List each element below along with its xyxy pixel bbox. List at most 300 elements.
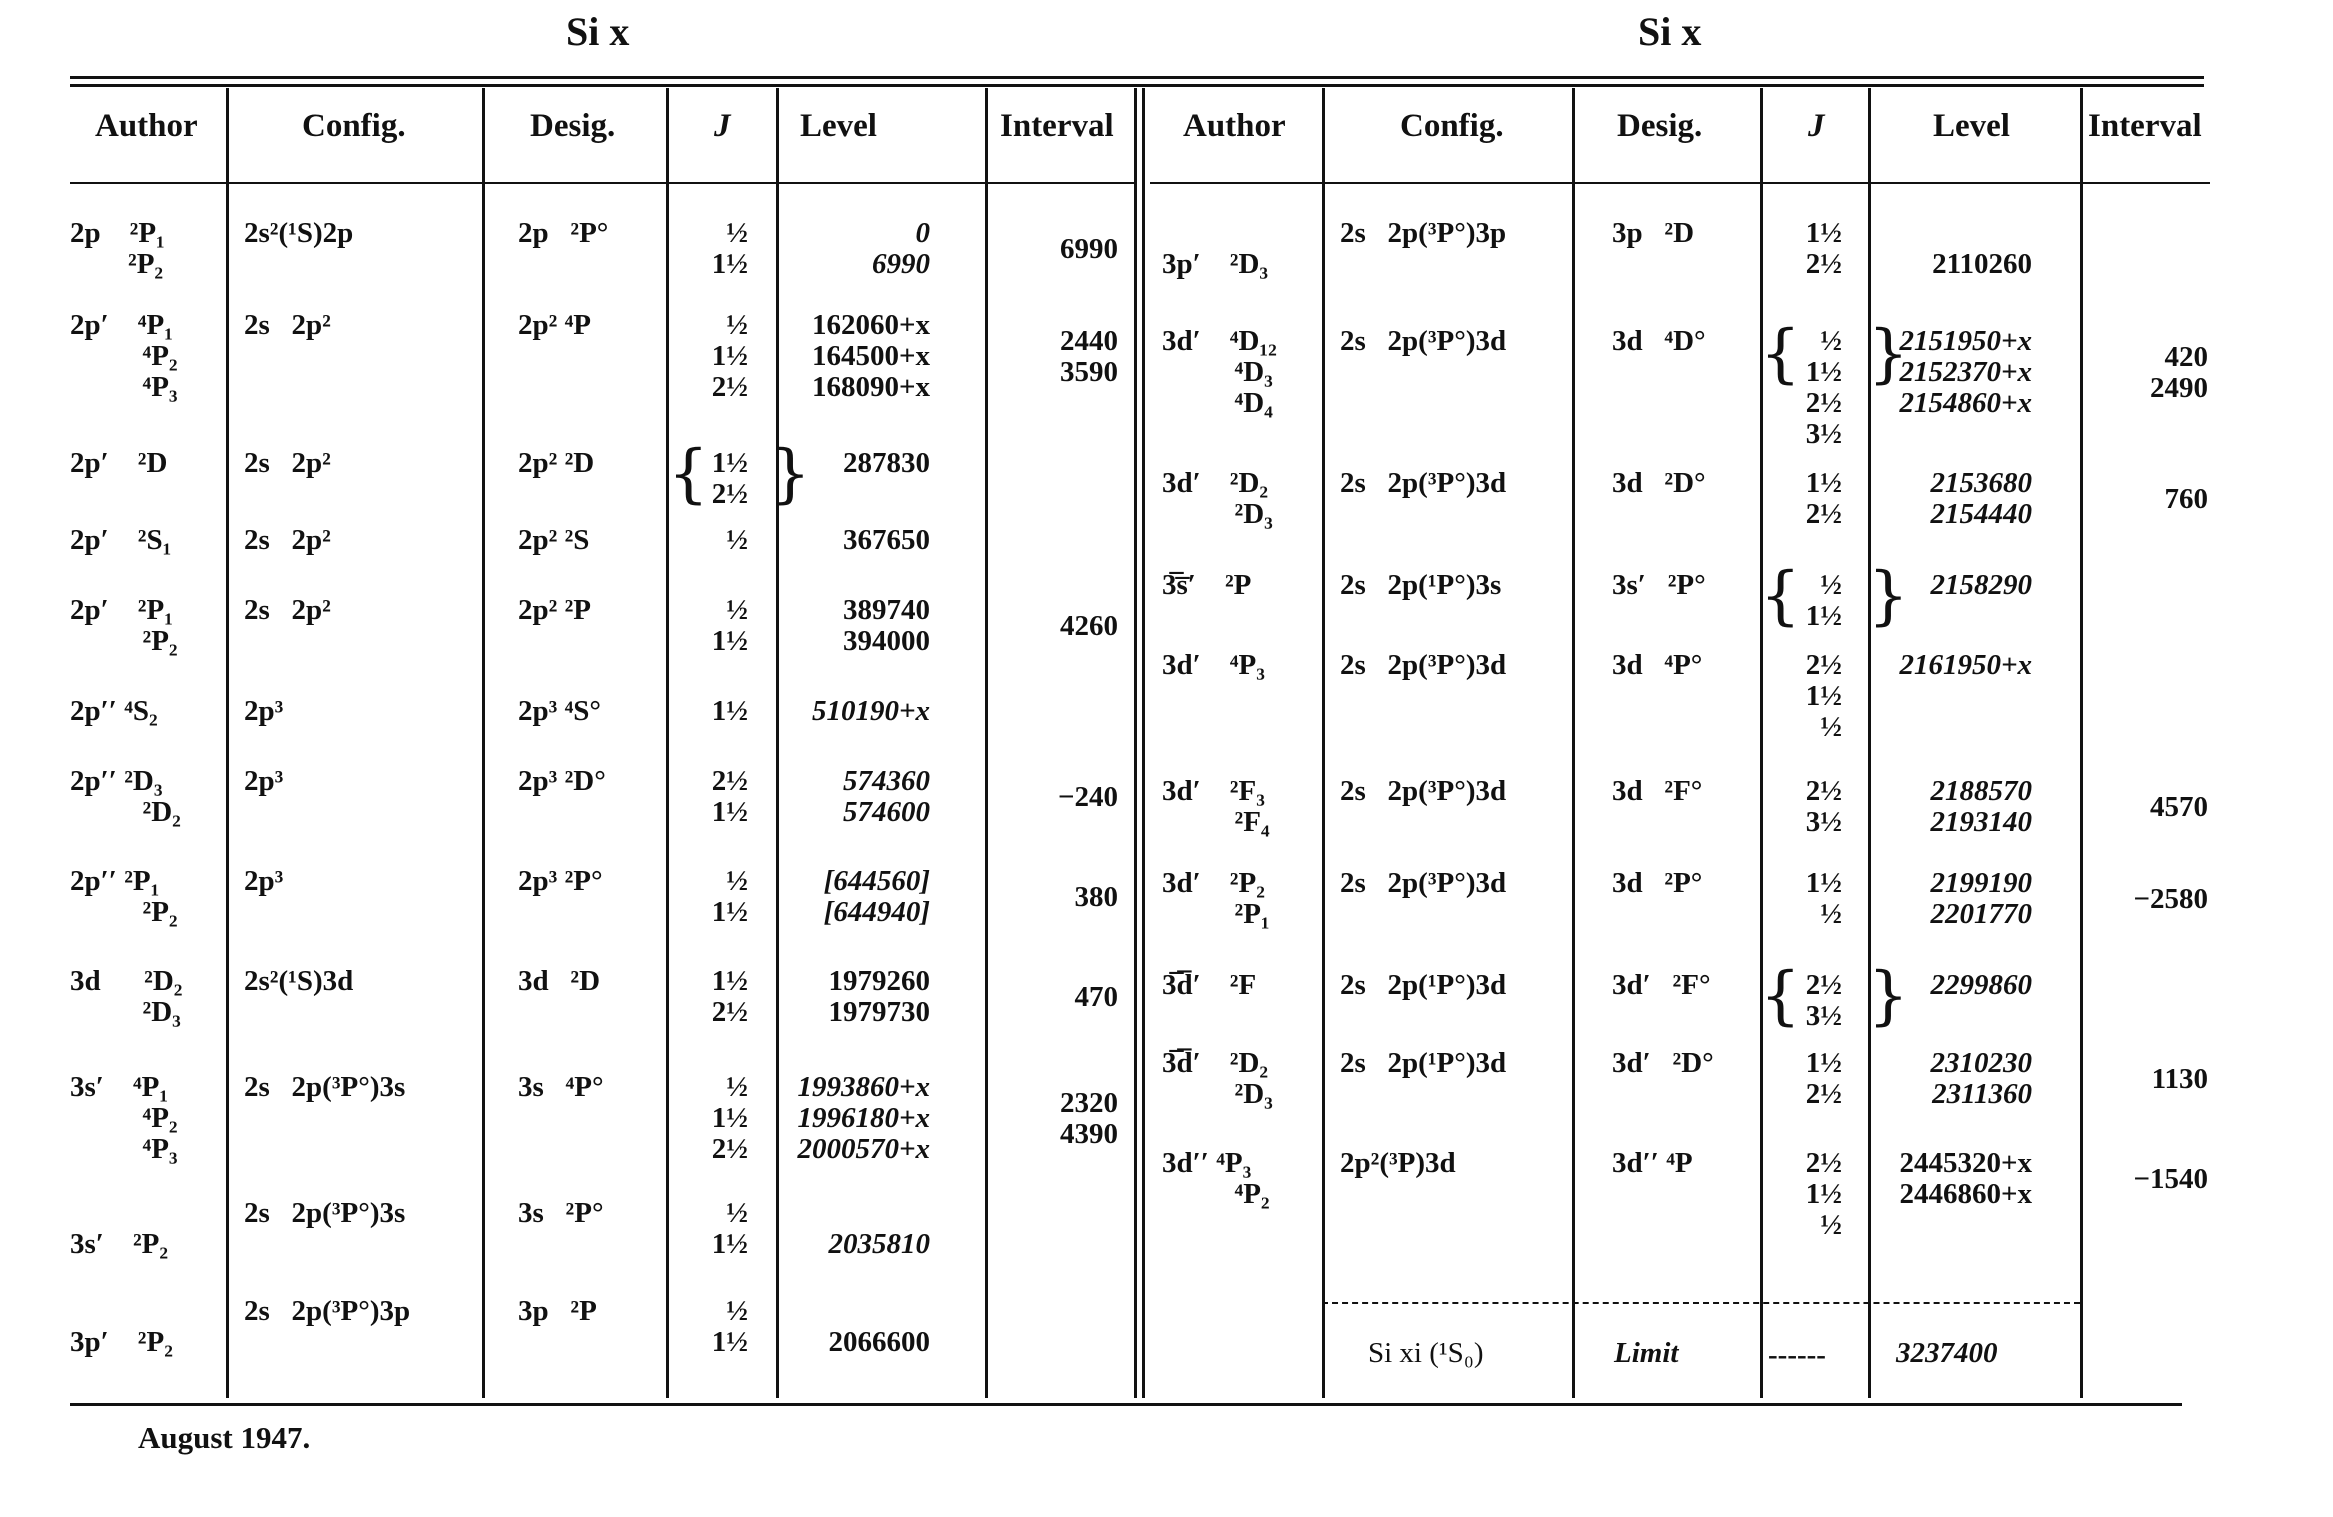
- right-row-5-config: 2s 2p(³P°)3d: [1340, 649, 1507, 681]
- left-row-9-desig: 3d ²D: [518, 965, 601, 997]
- right-row-6-j-line: 2½: [1805, 775, 1842, 807]
- header-underline-right: [1150, 182, 2210, 184]
- right-row-1-j-line: 1½: [1805, 217, 1842, 249]
- right-row-9-level-line: 2311360: [1932, 1078, 2032, 1110]
- right-row-2-config: 2s 2p(³P°)3d: [1340, 325, 1507, 357]
- left-row-5-interval-line: 4260: [1060, 610, 1118, 642]
- right-row-2-j-line: 1½: [1805, 356, 1842, 388]
- left-row-12-level-line: 2066600: [828, 1326, 930, 1358]
- right-row-5-j: [1782, 650, 1842, 743]
- right-row-9-interval: [2088, 1064, 2208, 1095]
- right-row-10-author-line: ⁴P₂: [1162, 1178, 1270, 1210]
- right-row-2-interval-line: 2490: [2150, 372, 2208, 404]
- left-row-7-level-line: 574360: [843, 765, 930, 797]
- left-row-2-author-line: ⁴P₂: [70, 340, 178, 372]
- right-row-5-author: [1162, 650, 1265, 681]
- left-row-6-j: [688, 696, 748, 727]
- header-underline-left: [70, 182, 1134, 184]
- left-row-8-j-line: 1½: [711, 896, 748, 928]
- right-row-5-desig: 3d ⁴P°: [1612, 649, 1703, 681]
- right-row-2-j-line: ½: [1820, 325, 1842, 357]
- right-row-7-author-line: ²P₁: [1162, 898, 1270, 930]
- right-row-7-level-line: 2201770: [1930, 898, 2032, 930]
- right-row-5-j-line: ½: [1820, 711, 1842, 743]
- right-header-author: Author: [1183, 108, 1286, 144]
- left-row-9-author-line: 3d ²D₂: [70, 965, 183, 997]
- left-row-8-author-line: 2p′′ ²P₁: [70, 865, 160, 897]
- right-header-config: Config.: [1400, 108, 1504, 144]
- left-row-12-config: 2s 2p(³P°)3p: [244, 1295, 411, 1327]
- left-row-11-j-line: ½: [726, 1197, 748, 1229]
- right-row-1-j: [1782, 218, 1842, 280]
- left-row-8-interval-line: 380: [1074, 881, 1118, 913]
- right-row-3-interval: [2088, 484, 2208, 515]
- left-col-sep-3: [666, 88, 669, 1398]
- right-row-5-level: [1842, 650, 2032, 681]
- left-row-11-level-line: [740, 1198, 930, 1229]
- left-row-9-level: [740, 966, 930, 1028]
- right-row-7-j: [1782, 868, 1842, 930]
- left-row-10-desig: 3s ⁴P°: [518, 1071, 604, 1103]
- right-row-7-j-line: 1½: [1805, 867, 1842, 899]
- left-row-3-level-line: 287830: [843, 447, 930, 479]
- right-row-3-author: [1162, 468, 1273, 530]
- limit-desig: Limit: [1614, 1337, 1679, 1369]
- left-row-7-j: [688, 766, 748, 828]
- left-row-1-interval: [998, 234, 1118, 265]
- left-header-desig: Desig.: [530, 108, 616, 144]
- right-brace-2F-close: }: [1868, 959, 1909, 1033]
- left-row-6-author-line: 2p′′ ⁴S₂: [70, 695, 158, 727]
- right-header-interval: Interval: [2088, 108, 2202, 144]
- left-row-8-config: 2p³: [244, 865, 284, 897]
- left-row-8-level: [740, 866, 930, 928]
- right-brace-2P-open: {: [1760, 559, 1801, 633]
- left-row-10-interval-line: 2320: [1060, 1087, 1118, 1119]
- right-row-1-j-line: 2½: [1805, 248, 1842, 280]
- right-row-2-level-line: 2151950+x: [1899, 325, 2032, 357]
- right-row-2-author-line: ⁴D₄: [1162, 387, 1273, 419]
- right-row-3-desig: 3d ²D°: [1612, 467, 1706, 499]
- right-row-2-interval-line: 420: [2164, 341, 2208, 373]
- left-row-8-level-line: [644940]: [823, 896, 930, 928]
- right-row-1-author-line: [1162, 218, 1268, 249]
- left-row-1-j-line: ½: [726, 217, 748, 249]
- limit-config: Si xi (¹S₀): [1368, 1337, 1484, 1369]
- left-row-4-level-line: 367650: [843, 524, 930, 556]
- left-row-8-author: [70, 866, 178, 928]
- right-row-2-desig: 3d ⁴D°: [1612, 325, 1706, 357]
- left-row-10-interval-line: 4390: [1060, 1118, 1118, 1150]
- left-row-9-j: [688, 966, 748, 1028]
- left-row-6-config: 2p³: [244, 695, 284, 727]
- right-row-3-interval-line: 760: [2164, 483, 2208, 515]
- left-row-9-level-line: 1979730: [828, 996, 930, 1028]
- right-row-8-level-line: 2299860: [1930, 969, 2032, 1001]
- left-row-4-j-line: ½: [726, 524, 748, 556]
- left-row-7-author-line: ²D₂: [70, 796, 181, 828]
- left-row-5-author: [70, 595, 178, 657]
- left-row-7-desig: 2p³ ²D°: [518, 765, 606, 797]
- left-row-1-desig: 2p ²P°: [518, 217, 609, 249]
- left-row-10-author: [70, 1072, 178, 1165]
- right-row-10-author: [1162, 1148, 1270, 1210]
- left-row-3-author: [70, 448, 167, 479]
- left-row-10-author-line: ⁴P₃: [70, 1133, 178, 1165]
- left-row-6-level-line: 510190+x: [811, 695, 930, 727]
- right-row-6-interval-line: 4570: [2150, 791, 2208, 823]
- left-row-10-author-line: 3s′ ⁴P₁: [70, 1071, 169, 1103]
- left-row-3-author-line: 2p′ ²D: [70, 447, 168, 479]
- right-row-10-level: [1842, 1148, 2032, 1210]
- left-row-11-level: [740, 1198, 930, 1260]
- left-row-2-config: 2s 2p²: [244, 309, 331, 341]
- right-row-9-j: [1782, 1048, 1842, 1110]
- left-row-7-config: 2p³: [244, 765, 284, 797]
- left-row-9-config: 2s²(¹S)3d: [244, 965, 354, 997]
- right-table-title: Si x: [1638, 9, 1702, 54]
- right-row-7-level-line: 2199190: [1930, 867, 2032, 899]
- left-row-2-j-line: 2½: [711, 371, 748, 403]
- left-row-12-level: [740, 1296, 930, 1358]
- right-row-10-j: [1782, 1148, 1842, 1241]
- right-row-7-author-line: 3d′ ²P₂: [1162, 867, 1265, 899]
- right-row-10-author-line: 3d′′ ⁴P₃: [1162, 1147, 1252, 1179]
- left-row-7-interval-line: −240: [1057, 781, 1118, 813]
- right-row-9-level: [1842, 1048, 2032, 1110]
- left-row-2-author-line: 2p′ ⁴P₁: [70, 309, 173, 341]
- right-row-5-j-line: 2½: [1805, 649, 1842, 681]
- left-row-4-config: 2s 2p²: [244, 524, 331, 556]
- right-row-6-config: 2s 2p(³P°)3d: [1340, 775, 1507, 807]
- left-row-8-level-line: [644560]: [823, 865, 930, 897]
- right-header-level: Level: [1933, 108, 2010, 144]
- left-header-config: Config.: [302, 108, 406, 144]
- right-row-2-level-line: 2154860+x: [1899, 387, 2032, 419]
- right-row-1-level: [1842, 218, 2032, 280]
- left-row-1-author: [70, 218, 165, 280]
- left-header-interval: Interval: [1000, 108, 1114, 144]
- right-row-3-author-line: ²D₃: [1162, 498, 1273, 530]
- left-row-5-j: [688, 595, 748, 657]
- right-row-4-level-line: 2158290: [1930, 569, 2032, 601]
- right-row-9-author: [1162, 1048, 1273, 1110]
- left-row-3-j-line: 2½: [711, 478, 748, 510]
- left-row-12-level-line: [740, 1296, 930, 1327]
- left-row-11-j-line: 1½: [711, 1228, 748, 1260]
- right-row-10-level-line: 2445320+x: [1899, 1147, 2032, 1179]
- left-row-9-level-line: 1979260: [828, 965, 930, 997]
- right-row-10-interval-line: −1540: [2133, 1163, 2208, 1195]
- right-row-3-author-line: 3d′ ²D₂: [1162, 467, 1269, 499]
- left-row-2-desig: 2p² ⁴P: [518, 309, 591, 341]
- left-row-2-interval: [998, 326, 1118, 388]
- left-row-12-j: [688, 1296, 748, 1358]
- right-row-7-level: [1842, 868, 2032, 930]
- left-row-1-level: [740, 218, 930, 280]
- right-header-desig: Desig.: [1617, 108, 1703, 144]
- left-row-2-interval-line: 2440: [1060, 325, 1118, 357]
- right-row-1-config: 2s 2p(³P°)3p: [1340, 217, 1507, 249]
- right-row-7-j-line: ½: [1820, 898, 1842, 930]
- right-row-2-level-line: 2152370+x: [1899, 356, 2032, 388]
- left-row-1-level-line: 0: [915, 217, 930, 249]
- left-row-5-author-line: ²P₂: [70, 625, 178, 657]
- right-row-4-desig: 3s′ ²P°: [1612, 569, 1706, 601]
- left-row-2-level-line: 164500+x: [811, 340, 930, 372]
- right-brace-4D-close: }: [1868, 317, 1909, 391]
- left-row-11-desig: 3s ²P°: [518, 1197, 604, 1229]
- left-header-author: Author: [95, 108, 198, 144]
- left-row-2-j-line: 1½: [711, 340, 748, 372]
- left-row-2-level: [740, 310, 930, 403]
- left-row-9-author-line: ²D₃: [70, 996, 181, 1028]
- right-row-6-j-line: 3½: [1805, 806, 1842, 838]
- left-row-11-author-line: [70, 1198, 168, 1229]
- right-row-5-j-line: 1½: [1805, 680, 1842, 712]
- left-row-3-desig: 2p² ²D: [518, 447, 595, 479]
- right-row-10-desig: 3d′′ ⁴P: [1612, 1147, 1693, 1179]
- left-row-11-author: [70, 1198, 168, 1260]
- right-row-1-desig: 3p ²D: [1612, 217, 1695, 249]
- left-row-12-author-line: [70, 1296, 173, 1327]
- right-row-7-author: [1162, 868, 1270, 930]
- left-row-4-author: [70, 525, 171, 556]
- left-row-4-j: [688, 525, 748, 556]
- right-row-10-j-line: ½: [1820, 1209, 1842, 1241]
- left-row-12-j-line: 1½: [711, 1326, 748, 1358]
- right-row-7-config: 2s 2p(³P°)3d: [1340, 867, 1507, 899]
- right-brace-4D-open: {: [1760, 317, 1801, 391]
- left-row-9-interval-line: 470: [1074, 981, 1118, 1013]
- top-rule-2: [70, 84, 2204, 87]
- left-row-7-author-line: 2p′′ ²D₃: [70, 765, 163, 797]
- left-row-2-author-line: ⁴P₃: [70, 371, 178, 403]
- right-row-3-level: [1842, 468, 2032, 530]
- right-row-5-author-line: 3d′ ⁴P₃: [1162, 649, 1265, 681]
- right-row-4-author: [1162, 570, 1251, 601]
- left-col-sep-5: [985, 88, 988, 1398]
- right-row-9-j-line: 1½: [1805, 1047, 1842, 1079]
- left-row-1-config: 2s²(¹S)2p: [244, 217, 354, 249]
- right-row-6-interval: [2088, 792, 2208, 823]
- left-row-12-desig: 3p ²P: [518, 1295, 597, 1327]
- left-row-12-author-line: 3p′ ²P₂: [70, 1326, 173, 1358]
- limit-dashed-rule: [1322, 1302, 2080, 1304]
- left-row-7-level-line: 574600: [843, 796, 930, 828]
- right-row-9-desig: 3d′ ²D°: [1612, 1047, 1714, 1079]
- left-row-10-j: [688, 1072, 748, 1165]
- right-row-4-j-line: 1½: [1805, 600, 1842, 632]
- left-row-6-desig: 2p³ ⁴S°: [518, 695, 601, 727]
- left-row-6-level: [740, 696, 930, 727]
- right-col-sep-3: [1760, 88, 1763, 1398]
- left-row-7-author: [70, 766, 181, 828]
- left-header-level: Level: [800, 108, 877, 144]
- right-row-6-j: [1782, 776, 1842, 838]
- center-sep-1: [1134, 88, 1137, 1398]
- right-row-3-j-line: 1½: [1805, 467, 1842, 499]
- left-row-10-interval: [998, 1088, 1118, 1150]
- left-row-10-j-line: 1½: [711, 1102, 748, 1134]
- right-row-7-desig: 3d ²P°: [1612, 867, 1703, 899]
- left-row-10-j-line: 2½: [711, 1133, 748, 1165]
- right-row-5-level-line: 2161950+x: [1899, 649, 2032, 681]
- right-brace-2P-close: }: [1868, 559, 1909, 633]
- bottom-rule: [70, 1403, 2182, 1406]
- limit-j: ------: [1768, 1339, 1826, 1371]
- right-brace-2F-open: {: [1760, 959, 1801, 1033]
- left-row-1-author-line: 2p ²P₁: [70, 217, 165, 249]
- right-row-8-author-line: 3̅d̅′ ²F: [1162, 969, 1257, 1001]
- right-row-10-config: 2p²(³P)3d: [1340, 1147, 1456, 1179]
- left-row-5-level-line: 389740: [843, 594, 930, 626]
- left-row-11-author-line: 3s′ ²P₂: [70, 1228, 169, 1260]
- left-row-4-desig: 2p² ²S: [518, 524, 590, 556]
- right-row-10-interval: [2088, 1164, 2208, 1195]
- right-row-6-level-line: 2188570: [1930, 775, 2032, 807]
- right-row-6-author-line: ²F₄: [1162, 806, 1270, 838]
- right-row-8-j-line: 3½: [1805, 1000, 1842, 1032]
- left-row-12-j-line: ½: [726, 1295, 748, 1327]
- right-row-4-config: 2s 2p(¹P°)3s: [1340, 569, 1502, 601]
- left-col-sep-1: [226, 88, 229, 1398]
- left-header-j: J: [714, 108, 731, 144]
- right-row-3-level-line: 2154440: [1930, 498, 2032, 530]
- left-row-9-j-line: 2½: [711, 996, 748, 1028]
- right-row-8-author: [1162, 970, 1256, 1001]
- left-row-11-level-line: 2035810: [828, 1228, 930, 1260]
- right-row-10-level-line: 2446860+x: [1899, 1178, 2032, 1210]
- right-row-2-author: [1162, 326, 1277, 419]
- left-row-3-j-line: 1½: [711, 447, 748, 479]
- right-row-2-interval: [2088, 342, 2208, 404]
- left-row-10-level-line: 1993860+x: [797, 1071, 930, 1103]
- left-row-7-interval: [998, 782, 1118, 813]
- left-row-5-j-line: ½: [726, 594, 748, 626]
- left-row-7-j-line: 1½: [711, 796, 748, 828]
- left-row-1-j-line: 1½: [711, 248, 748, 280]
- left-row-9-interval: [998, 982, 1118, 1013]
- limit-level: 3237400: [1896, 1337, 1998, 1369]
- left-brace-2pD-open: {: [668, 437, 709, 511]
- left-table-title: Si x: [566, 9, 630, 54]
- right-row-3-level-line: 2153680: [1930, 467, 2032, 499]
- right-row-9-author-line: ²D₃: [1162, 1078, 1273, 1110]
- left-row-5-j-line: 1½: [711, 625, 748, 657]
- left-row-5-level-line: 394000: [843, 625, 930, 657]
- left-row-1-interval-line: 6990: [1060, 233, 1118, 265]
- right-row-8-config: 2s 2p(¹P°)3d: [1340, 969, 1507, 1001]
- right-row-3-j: [1782, 468, 1842, 530]
- left-row-6-j-line: 1½: [711, 695, 748, 727]
- left-row-8-author-line: ²P₂: [70, 896, 178, 928]
- left-row-5-desig: 2p² ²P: [518, 594, 591, 626]
- left-row-8-j: [688, 866, 748, 928]
- left-row-3-level: [740, 448, 930, 479]
- right-row-9-author-line: 3̅d̅′ ²D₂: [1162, 1047, 1269, 1079]
- left-row-4-level: [740, 525, 930, 556]
- left-row-8-desig: 2p³ ²P°: [518, 865, 603, 897]
- right-row-9-level-line: 2310230: [1930, 1047, 2032, 1079]
- right-row-6-author-line: 3d′ ²F₃: [1162, 775, 1265, 807]
- right-row-9-interval-line: 1130: [2151, 1063, 2208, 1095]
- left-row-7-j-line: 2½: [711, 765, 748, 797]
- right-col-sep-1: [1322, 88, 1325, 1398]
- right-row-10-j-line: 1½: [1805, 1178, 1842, 1210]
- left-row-10-level-line: 2000570+x: [797, 1133, 930, 1165]
- left-brace-2pD-close: }: [770, 437, 811, 511]
- right-row-9-config: 2s 2p(¹P°)3d: [1340, 1047, 1507, 1079]
- left-row-1-author-line: ²P₂: [70, 248, 164, 280]
- left-row-8-j-line: ½: [726, 865, 748, 897]
- right-row-6-level: [1842, 776, 2032, 838]
- left-row-7-level: [740, 766, 930, 828]
- left-row-8-interval: [998, 882, 1118, 913]
- left-col-sep-2: [482, 88, 485, 1398]
- right-row-2-author-line: 3d′ ⁴D₁₂: [1162, 325, 1277, 357]
- left-row-12-author: [70, 1296, 173, 1358]
- left-row-6-author: [70, 696, 158, 727]
- right-row-1-level-line: 2110260: [1932, 248, 2032, 280]
- left-row-9-j-line: 1½: [711, 965, 748, 997]
- center-sep-2: [1142, 88, 1145, 1398]
- left-row-5-config: 2s 2p²: [244, 594, 331, 626]
- top-rule-1: [70, 76, 2204, 79]
- right-row-6-level-line: 2193140: [1930, 806, 2032, 838]
- right-row-8-j-line: 2½: [1805, 969, 1842, 1001]
- left-row-10-level-line: 1996180+x: [797, 1102, 930, 1134]
- footer-date: August 1947.: [138, 1420, 311, 1455]
- left-row-2-level-line: 162060+x: [811, 309, 930, 341]
- left-row-4-author-line: 2p′ ²S₁: [70, 524, 172, 556]
- left-row-2-author: [70, 310, 178, 403]
- right-row-9-j-line: 2½: [1805, 1078, 1842, 1110]
- left-row-1-level-line: 6990: [872, 248, 930, 280]
- right-row-4-author-line: 3̅s̅′ ²P: [1162, 569, 1252, 601]
- left-row-2-j-line: ½: [726, 309, 748, 341]
- left-row-11-j: [688, 1198, 748, 1260]
- left-row-5-interval: [998, 611, 1118, 642]
- right-row-1-author-line: 3p′ ²D₃: [1162, 248, 1269, 280]
- left-row-11-config: 2s 2p(³P°)3s: [244, 1197, 406, 1229]
- right-row-7-interval-line: −2580: [2133, 883, 2208, 915]
- left-row-10-author-line: ⁴P₂: [70, 1102, 178, 1134]
- right-row-3-j-line: 2½: [1805, 498, 1842, 530]
- left-row-2-level-line: 168090+x: [811, 371, 930, 403]
- left-row-5-author-line: 2p′ ²P₁: [70, 594, 173, 626]
- left-row-5-level: [740, 595, 930, 657]
- right-row-2-j-line: 2½: [1805, 387, 1842, 419]
- left-row-10-j-line: ½: [726, 1071, 748, 1103]
- right-row-6-desig: 3d ²F°: [1612, 775, 1703, 807]
- left-row-1-j: [688, 218, 748, 280]
- left-row-3-config: 2s 2p²: [244, 447, 331, 479]
- right-col-sep-2: [1572, 88, 1575, 1398]
- left-row-10-config: 2s 2p(³P°)3s: [244, 1071, 406, 1103]
- left-row-9-author: [70, 966, 182, 1028]
- right-row-3-config: 2s 2p(³P°)3d: [1340, 467, 1507, 499]
- right-row-1-author: [1162, 218, 1268, 280]
- right-row-6-author: [1162, 776, 1270, 838]
- right-header-j: J: [1808, 108, 1825, 144]
- right-row-8-desig: 3d′ ²F°: [1612, 969, 1711, 1001]
- left-row-10-level: [740, 1072, 930, 1165]
- right-row-4-j-line: ½: [1820, 569, 1842, 601]
- left-row-2-interval-line: 3590: [1060, 356, 1118, 388]
- right-col-sep-5: [2080, 88, 2083, 1398]
- right-row-2-author-line: ⁴D₃: [1162, 356, 1273, 388]
